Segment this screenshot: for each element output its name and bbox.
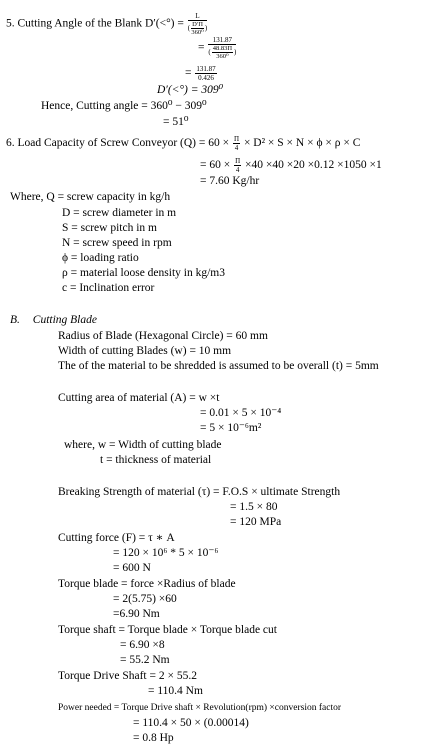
s5-f1-den-bot: 360⁰ (191, 29, 204, 36)
s6-def-4: ρ = material loose density in kg/m3 (62, 267, 225, 279)
s6-def-3: ϕ = loading ratio (62, 252, 139, 264)
b-force-3: = 600 N (113, 562, 151, 574)
b-width: Width of cutting Blades (w) = 10 mm (58, 345, 232, 357)
s6-def-2: N = screw speed in rpm (62, 237, 172, 249)
s6-pi: Π (234, 135, 240, 143)
s6-four-2: 4 (235, 166, 240, 174)
s5-frac-1 (188, 12, 208, 36)
s6-line2-tail: ×40 ×40 ×20 ×0.12 ×1050 ×1 (245, 159, 382, 172)
s5-f2-den: ( $\frac{48.83\Pi}{\text{360⁰}}$ ) (208, 45, 237, 60)
s5-title: 5. Cutting Angle of the Blank D′(<°) = (6, 17, 184, 30)
b-tblade: Torque blade = force ×Radius of blade (58, 578, 236, 590)
s6-line-3: = 7.60 Kg/hr (200, 175, 260, 187)
b-tblade-3: =6.90 Nm (113, 608, 160, 620)
s5-frac-2 (208, 36, 236, 60)
b-break-2: = 1.5 × 80 (230, 501, 278, 513)
s5-f3-den: 0.426 (198, 74, 214, 82)
b-power-3: = 0.8 Hp (133, 732, 174, 744)
b-heading-label: B. (10, 314, 20, 326)
s5-result: D′(<°) = 309⁰ (157, 84, 224, 96)
s6-title: 6. Load Capacity of Screw Conveyor (Q) = 60 × (6, 137, 230, 150)
b-tblade-2: = 2(5.75) ×60 (113, 593, 177, 605)
s5-step-2: = 131.87 ( $\frac{48.83\Pi}{\text{360⁰}}$ ) (198, 36, 237, 60)
s6-line2-lead: = 60 × (200, 159, 231, 172)
s5-f3-num: 131.87 (196, 65, 216, 73)
b-tdrive: Torque Drive Shaft = 2 × 55.2 (58, 670, 197, 682)
s6-title-line (6, 135, 360, 152)
s5-f1-den: ( $\frac{D'\Pi}{\text{360⁰}}$ ) (187, 21, 208, 36)
s5-title-line (6, 12, 208, 36)
s6-pi-frac (233, 135, 240, 152)
s6-four: 4 (234, 144, 239, 152)
s6-where: Where, Q = screw capacity in kg/h (10, 191, 171, 203)
b-thickness: The of the material to be shredded is assumed to be overall (t) = 5mm (58, 360, 379, 372)
b-power: Power needed = Torque Drive shaft × Revolution(rpm) ×conversion factor (58, 703, 342, 713)
s6-pi-2: Π (235, 157, 241, 165)
s5-f1-den-top: D′Π (192, 21, 203, 28)
s6-title-tail: × D² × S × N × ϕ × ρ × C (243, 137, 361, 150)
b-area: Cutting area of material (A) = w ×t (58, 392, 220, 404)
s5-frac-3 (195, 65, 216, 82)
b-where-t: t = thickness of material (100, 454, 212, 466)
s5-hence-result: = 51⁰ (163, 116, 189, 128)
s5-hence: Hence, Cutting angle = 360⁰ − 309⁰ (41, 100, 207, 112)
b-power-2: = 110.4 × 50 × (0.00014) (133, 717, 249, 729)
s5-step-3: = $\frac{131.87}{0.426}$ (185, 65, 216, 82)
b-break-3: = 120 MPa (230, 516, 282, 528)
s6-def-5: c = Inclination error (62, 282, 155, 294)
b-area-3: = 5 × 10⁻⁶m² (200, 422, 262, 434)
s5-f2-den-top: 48.83Π (212, 45, 233, 52)
b-tshaft-3: = 55.2 Nm (120, 654, 170, 666)
b-tshaft-2: = 6.90 ×8 (120, 639, 165, 651)
b-force: Cutting force (F) = τ ∗ A (58, 532, 175, 544)
s6-def-1: S = screw pitch in m (62, 222, 157, 234)
s5-f1-num: L (188, 12, 208, 21)
b-area-2: = 0.01 × 5 × 10⁻⁴ (200, 407, 282, 419)
s6-line-2 (200, 157, 382, 174)
s5-f2-den-bot: 360⁰ (216, 53, 229, 60)
s6-def-0: D = screw diameter in m (62, 207, 177, 219)
b-radius: Radius of Blade (Hexagonal Circle) = 60 mm (58, 330, 268, 342)
b-break: Breaking Strength of material (τ) = F.O.S × ultimate Strength (58, 486, 341, 498)
b-tdrive-2: = 110.4 Nm (148, 685, 203, 697)
b-heading (10, 314, 97, 327)
b-force-2: = 120 × 10⁶ * 5 × 10⁻⁶ (113, 547, 219, 559)
b-heading-text: Cutting Blade (32, 314, 97, 326)
b-tshaft: Torque shaft = Torque blade × Torque blade cut (58, 624, 277, 636)
s6-pi-frac-2 (234, 157, 241, 174)
b-where-w: where, w = Width of cutting blade (64, 439, 222, 451)
s5-f2-num: 131.87 (208, 36, 236, 45)
